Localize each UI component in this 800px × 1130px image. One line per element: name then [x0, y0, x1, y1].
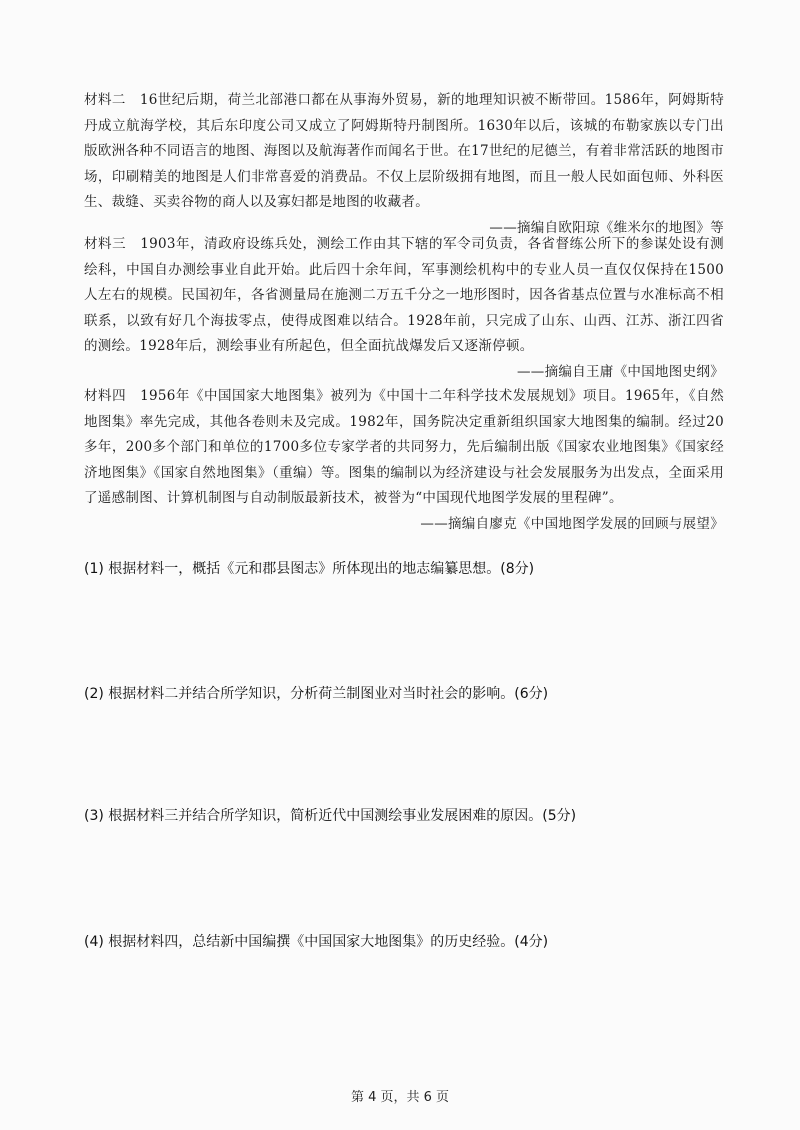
question-2: (2) 根据材料二并结合所学知识，分析荷兰制图业对当时社会的影响。(6分) [84, 686, 549, 702]
material-4-source: ——摘编自廖克《中国地图学发展的回顾与展望》 [420, 515, 724, 532]
material-2-text: 材料二 16世纪后期，荷兰北部港口都在从事海外贸易，新的地理知识被不断带回。1586年，阿姆斯特丹成立航海学校，其后东印度公司又成立了阿姆斯特丹制图所。1630年以后，该城的布勒家族以专门出版欧洲各种不同语言的地图、海图以及航海著作而闻名于世。在17世纪的尼德兰，有着非常活跃的地图市场，印刷精美的地图是人们非常喜爱的消费品。不仅上层阶级拥有地图，而且一般人民如面包师、外科医生、裁缝、买卖谷物的商人以及寡妇都是地图的收藏者。 [84, 92, 724, 210]
question-3: (3) 根据材料三并结合所学知识，简析近代中国测绘事业发展困难的原因。(5分) [84, 808, 577, 824]
material-4-text: 材料四 1956年《中国国家大地图集》被列为《中国十二年科学技术发展规划》项目。1965年，《自然地图集》率先完成，其他各卷则未及完成。1982年，国务院决定重新组织国家大地图集的编制。经过20多年，200多个部门和单位的1700多位专家学者的共同努力，先后编制出版《国家农业地图集》《国家经济地图集》《国家自然地图集》（重编）等。图集的编制以为经济建设与社会发展服务为出发点，全面采用了遥感制图、计算机制图与自动制版最新技术，被誉为“中国现代地图学发展的里程碑”。 [84, 388, 724, 506]
material-3-source: ——摘编自王庸《中国地图史纲》 [517, 363, 724, 380]
material-4 [84, 384, 724, 537]
material-3-text: 材料三 1903年，清政府设练兵处，测绘工作由其下辖的军令司负责，各省督练公所下的参谋处设有测绘科，中国自办测绘事业自此开始。此后四十余年间，军事测绘机构中的专业人员一直仅仅保持在1500人左右的规模。民国初年，各省测量局在施测二万五千分之一地形图时，因各省基点位置与水准标高不相联系，以致有好几个海拔零点，使得成图难以结合。1928年前，只完成了山东、山西、江苏、浙江四省的测绘。1928年后，测绘事业有所起色，但全面抗战爆发后又逐渐停顿。 [84, 236, 724, 354]
material-2-source: ——摘编自欧阳琼《维米尔的地图》等 [489, 219, 724, 236]
question-1: (1) 根据材料一，概括《元和郡县图志》所体现出的地志编纂思想。(8分) [84, 561, 535, 577]
question-4: (4) 根据材料四，总结新中国编撰《中国国家大地图集》的历史经验。(4分) [84, 934, 549, 950]
page-footer: 第 4 页，共 6 页 [350, 1090, 450, 1105]
material-2 [84, 88, 724, 241]
material-3 [84, 232, 724, 385]
